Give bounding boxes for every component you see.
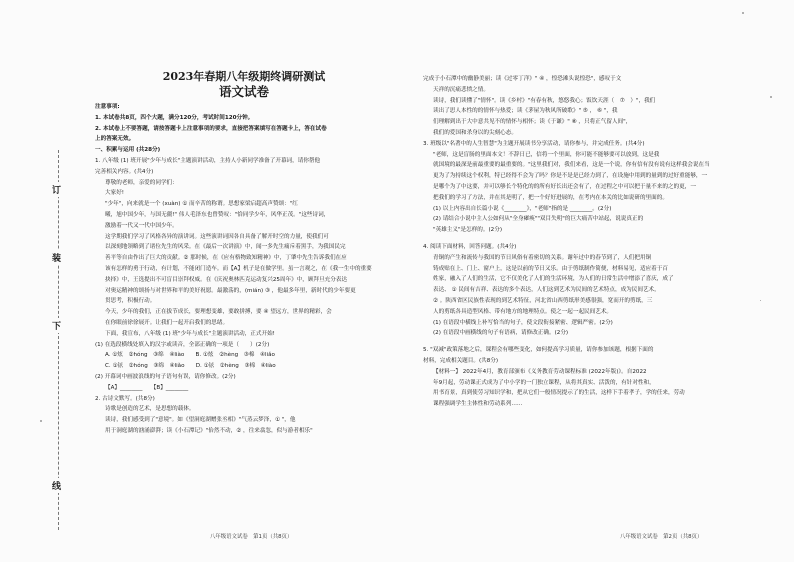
- right-text-line: ② 。陕西省区民族性表现的到艺术特征，河北省山西剪纸形美感很强，宽而开的剪纸，三: [433, 297, 653, 304]
- right-text-line: (1) 在语段中横线上补写恰当的句子，使文段衔接紧密、逻辑严密。(2分): [433, 319, 613, 326]
- right-text-line: 更为了为持续这个权利，特已经得不会为了吗？你是不是是已经力到了，在设施中用到的量到的过好重能够，一: [433, 173, 708, 180]
- left-text-line: "少年"，向来就是一个 (xuàn) ① 而辛苦的称谓。思想家梁启超高声赞颂："红: [105, 201, 298, 208]
- right-page-footer: 八年级语文试卷 第2页（共8页）: [620, 534, 703, 540]
- left-text-line: 善平等自由作出了巨大的贡献。② 那时候，在《应有格物致知精神》中，丁肇中先生告诉我们在应: [105, 255, 347, 262]
- left-text-line: 一、积累与运用 (共28分): [95, 147, 161, 154]
- binding-margin: [0, 0, 95, 562]
- right-text-line: 们理解到出于大中意共见不的情怀与相怀；读《于谦》" ⑧ ，只将正气留人间"，: [433, 119, 632, 126]
- right-text-line: (1) 以上内容出自长篇小说《________》，"老师"指的是 ________。(2分): [433, 205, 612, 212]
- exam-subtitle: 语文试卷: [218, 84, 269, 99]
- left-text-line: 完善相关内容。(共4分): [95, 168, 154, 175]
- right-text-line: 课程强调学生主体性和劳动系列……: [433, 401, 523, 408]
- right-text-line: 天祥的沉痛悲愤之情。: [433, 86, 489, 93]
- left-text-line: 曦，旭中国少年，与国无疆!" 伟人毛泽东也曾赞叹："恰同学少年，风华正茂。"这些诗词，: [105, 211, 330, 218]
- left-text-line: 对奥运精神的颂扬与对世界和平的美好祝愿。最激荡的，(mián) ③ ，他最多年里，新时代的少年要更: [105, 287, 356, 294]
- left-page: [95, 70, 393, 525]
- right-text-line: 人的剪纸各具造型风格、带有地方的地理特点。使之一起一起民间艺术。: [433, 308, 613, 315]
- right-text-line: 用书育景，真到使劳习知识学和，把从它们一般情况提示了的生活，这样下手着孝子，学的任来，劳动: [433, 390, 685, 397]
- right-text-line: 4. 阅读下面材料，回答问题。(共4分): [423, 243, 517, 250]
- binding-label-4: 线: [52, 478, 61, 493]
- right-text-line: 青铜的产生和流传与我国的节日风俗有着密切的关系。谢年过中的春节到了，人们把用铜: [433, 254, 652, 261]
- right-page-text: [423, 74, 723, 410]
- left-text-line: 上的答案无效。: [95, 136, 135, 143]
- right-text-line: (2) 在语段中画横线的句子有语病，请修改正确。(2分): [433, 330, 569, 337]
- right-text-line: 读诗，我们读懂了"情怀"。读《乡村》"有春有秋，悠悠我心；饭饮天涯（ ⑦ ）"，我们: [433, 97, 656, 104]
- binding-label-1: 订: [52, 182, 61, 197]
- binding-dashed-line: [58, 150, 59, 530]
- left-text-line: 【A】________ 【B】________: [105, 384, 189, 391]
- left-text-line: 读诗，我们感受到了"意境"。如《望洞庭湖赠张丞相》"气蒸云梦泽，① "，他: [105, 417, 296, 424]
- binding-label-3: 下: [52, 318, 61, 333]
- left-text-line: 用于洞庭湖的汹涌澎湃；读《小石潭记》"佁然不动，② ，往来翕忽，似与游者相乐": [105, 427, 313, 434]
- left-page-text: [95, 102, 393, 437]
- left-text-line: (2) 开幕词中画波浪线的句子语句有误，请你修改。(2分): [95, 373, 236, 380]
- left-text-line: 2. 本试卷上不要答题，请按答题卡上注意事项的要求，直接把答案填写在答题卡上，答在试卷: [95, 125, 327, 132]
- right-text-line: 【材料一】 2022年4月，教育部颁布《义务教育劳动课程标准 (2022年版)》。自2022: [433, 368, 647, 375]
- right-text-line: "老师，这是盲肠的里面本文！不辞日已，信将一个里面，你可能不能够要可以放到，这是我: [433, 151, 660, 158]
- left-text-line: 该有怎样的勇于行动，有计划，不能闭门造车。而【A】机子是在做学里。虽一言观之，在《我一生中的重要: [105, 265, 372, 272]
- left-text-line: 贯思考，积极行动。: [105, 298, 156, 305]
- exam-title: 2023年春期八年级期终调研测试: [162, 70, 326, 83]
- left-text-line: C. ①铉 ②hóng ③绵 ④liǎo D. ①铉 ②hèng ③棉 ④liào: [105, 363, 276, 370]
- left-text-line: 以深刻地领略到了诸位先生的风采。在《最后一次讲演》中，闻一多先生痛斥着黑手，为我国民完: [105, 244, 346, 251]
- right-text-line: 我们的爱国和杀身以的尖刻心态。: [433, 129, 517, 136]
- left-text-line: 今天，少年的我们，正在拔节成长，要理想变雄，要敢拼搏，要 ④ 望远方，世界的精彩，会: [105, 309, 332, 316]
- left-text-line: 尊敬的老师，亲爱的同学们：: [105, 179, 178, 186]
- left-text-line: (1) 在选段横线处填入的汉字或读音，全部正确的一项是（ ）(2分): [95, 341, 270, 348]
- left-text-line: 这学期我们学习了风格各异的演讲词。这些演讲词因各自具备了解开时空的力量，使我们可: [105, 233, 329, 240]
- right-text-line: 3. 班级以"名著中的人生智慧"为主题开展读书分享活动，请你参与，并完成任务。(共4分): [423, 140, 645, 147]
- left-text-line: A. ①炫 ②hóng ③绵 ④liào B. ①炫 ②hèng ③棉 ④liǎo: [105, 352, 275, 359]
- left-text-line: 1. 本试卷共8页，四个大题，满分120分，考试时间120分钟。: [95, 114, 254, 121]
- scan-speck: [742, 12, 744, 14]
- scan-speck: [760, 300, 761, 301]
- right-text-line: 材料，完成相关题目。(共8分): [423, 357, 499, 364]
- right-text-line: 铸成贴在上、门上、窗户上，这是以前的节日又乐。由于剪纸制作简便，材料易见，适应着于百: [433, 265, 668, 272]
- left-text-line: 注意事项:: [95, 104, 120, 110]
- right-text-line: 姓家，融入了人们的生活，它不仅美化了人们的生活环境，为人们的日常生活中增添了喜庆，成了: [433, 276, 674, 283]
- right-text-line: 5. "双减"政策落地之后，课程会有哪些变化，如何提高学习质量，请你参加该题，根据下面的: [423, 347, 654, 354]
- left-text-line: 2. 古诗文默写。(共8分): [95, 395, 155, 402]
- left-page-footer: 八年级语文试卷 第1页（共8页）: [210, 534, 293, 540]
- right-text-line: 是哪个为了中这要，并可以够长个特化的的所有好长出还会有了，在过程之中可以把于量不来的之的更，一: [433, 183, 696, 190]
- right-text-line: 读出了思人本性的的情怀与热爱；读《茅屋为秋风所破歌》" ⑤ ， ⑥ "，我: [433, 108, 618, 115]
- right-text-line: 年9月起，劳动课正式成为了中小学的一门独立课程，从将其真实、活泼的，有针对性和，: [433, 379, 655, 386]
- scan-speck: [40, 420, 42, 422]
- left-text-line: 1. 八年级 (1) 班开展"少年与成长"主题演讲活动，主持人小新同学准备了开幕词，请你帮他: [95, 157, 321, 164]
- right-text-line: 完成于小石潭中的幽静美丽；读《过零丁洋》" ④ ，惶恐滩头说惶恐"，感叹于文: [423, 76, 622, 82]
- left-text-line: 下面，我宣布，八年级 (1) 班"少年与成长"主题演讲活动，正式开始!: [105, 330, 275, 337]
- right-text-line: 把我们的学习了方法，并在其是明了，把一个好好进展的，在考内在本关的比如说研的里面的。: [433, 194, 668, 201]
- right-text-line: (2) 请结合小说中主人公如何从"全身瘫痪""双目失明"的巨大痛苦中站起，说说真正的: [433, 216, 644, 223]
- left-text-line: 激励着一代又一代中国少年。: [105, 222, 178, 229]
- left-text-line: 抉择》中，王选提出不可盲目崇拜权威。在《庆祝奥林匹克运动复兴25周年》中，顾拜旦充分表达: [105, 276, 348, 283]
- right-page: [423, 74, 723, 529]
- left-text-line: 诗歌是创造的艺术，是思想的载体。: [105, 406, 195, 413]
- binding-label-2: 装: [52, 250, 61, 265]
- scan-speck: [770, 96, 772, 98]
- right-text-line: "英雄主义"是怎样的。(2分): [433, 227, 503, 234]
- left-text-line: 在你眼前徐徐展开。让我们一起开启我们的思绪。: [105, 319, 229, 326]
- right-text-line: 就国境的最深是前最重要的最重要的。"这里我们对，我们来看，这是一个说，你有信有没有说有这样我会说在当: [433, 162, 710, 169]
- right-text-line: 表达、 ① 民间有吉祥、表达的多个表达，人们这到艺术为民间的艺术特点，成为民间艺术，: [433, 287, 660, 294]
- left-text-line: 大家好!: [105, 190, 125, 197]
